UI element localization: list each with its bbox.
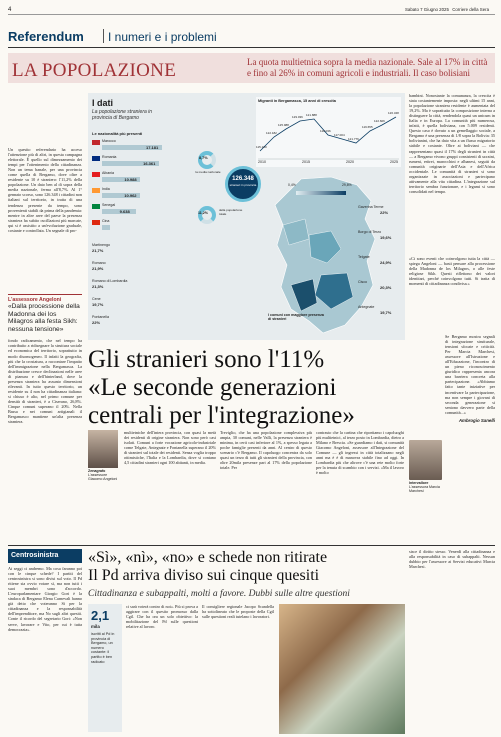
deck: La quota multietnica sopra la media nazionale. Sale al 17% in città e fino al 26% in comuni agricoli e industriali. Il caso bolisiani [247, 57, 488, 78]
town-value: 21,9% [92, 266, 104, 271]
line-value: 121.888 [306, 113, 317, 117]
country-name: India [102, 187, 110, 191]
town-value: 19,7% [92, 302, 104, 307]
donut-total [198, 206, 216, 224]
map-note: I comuni con maggiore presenza di stranieri [268, 313, 324, 322]
total-value: 126.348 [232, 176, 254, 182]
right-column [409, 93, 495, 423]
line-chart-svg [256, 105, 401, 165]
scale-bar [296, 191, 346, 195]
line-value: 119.655 [362, 125, 373, 129]
photo-rally [279, 604, 405, 734]
section-divider [103, 29, 104, 43]
section-subtitle: I numeri e i problemi [108, 30, 217, 44]
country-value: 17.181 [146, 145, 159, 150]
country-value: 9.638 [119, 209, 130, 214]
bottom-column-3 [409, 549, 495, 734]
bottom-column-2 [202, 604, 274, 734]
town-name: Romano di Lombardia [92, 279, 128, 283]
line-value: 115.130 [256, 145, 267, 149]
country-name: Marocco [102, 139, 116, 143]
mid-column-1 [124, 430, 216, 540]
line-value: 117.004 [334, 133, 345, 137]
body-paragraph: ci sarà voterà contro di noi». Più si prova a aggirare con il quesito promosso dalla Cgil. Che ha ora un solo obiettivo: la mobilitazione del Pd sulle questioni relative al lavoro. [126, 604, 198, 630]
pull-quote-label: L'assessore Angeloni [8, 297, 62, 303]
body-paragraph: sisce il diritto stesso. Venerdì alla cittadinanza e alla responsabilità in caso di subappalti. Nessun dubbio per l'assessore ai Servizi educativi Marcia Marchesi. [409, 549, 495, 570]
section-rule [8, 47, 495, 48]
page-number: 4 [8, 7, 12, 13]
country-flag [92, 204, 100, 209]
body-paragraph: Ai seggi ci andremo. Ma cosa faranno poi con le cinque schede? I partiti del centrosinistra si sono divisi sul voto. Il Pd ritiene sia ovvio votare sì, ma non tutti i suoi membri sono d'accordo. L'europarlamentare Giorgio Gori è la sindaca di Bergamo Elena Carnevali hanno già detto che voteranno Sì per la cittadinanza e la responsabilità dell'imprenditore, ma No sugli altri quesiti. Conte il ricordo del segretario Gori: «Non serve, lavorare e Vito, per cui è tutta democrazia». [8, 566, 82, 632]
country-flag [92, 172, 100, 177]
country-flag [92, 140, 100, 145]
date: Sabato 7 Giugno 2025 [405, 7, 449, 12]
town-name: Martinengo [92, 243, 110, 247]
country-name: Cina [102, 219, 110, 223]
portrait-marchesi [409, 440, 442, 480]
total-label: stranieri in provincia [229, 183, 257, 187]
pull-quote-text: «Dalla processione della Madonna dei los Milagros alla festa Sikh: nessuna tensione» [8, 303, 80, 333]
country-name: Romania [102, 155, 117, 159]
body-paragraph: Il consigliere regionale Jacopo Scandella ha sottolineato che le proposte della Cgil sulle questioni reali tutelano i lavoratori. [202, 604, 274, 620]
headline-line: centrali per l'integrazione» [88, 402, 355, 429]
body-paragraph: contrasto che la cartina che riportiamo i capoluoghi più multietnici, al terzo posto in Lombardia, dietro a Milano e Brescia. «Se guardiamo i dati, si comunità Giacomo Angeloni, assessore all'Integrazione del Comune — gli ingressi in città totalizzano negli anni ma è è di manovra stabile fino ad oggi. In Lombardia più che altrove c'è una rete molto forte per la tenuta di scambio con i servizi. «Ma il lavoro è molto [316, 430, 404, 476]
line-value: 122.606 [374, 119, 385, 123]
bottom-subhead: Cittadinanza e subappalti, molti a favore. Dubbi sulle altre questioni [88, 589, 350, 599]
countries-title: Le nazionalità più presenti [92, 131, 143, 136]
town-value: 19,6% [380, 235, 392, 240]
year-label: 2015 [302, 160, 310, 164]
infographic [88, 93, 405, 340]
body-paragraph: Un quesito referendario ha acceso l'attenzione più di altri, in questa campagna elettorale. È quello sul dimezzamento dei tempi per l'ottenimento della cittadinanza. Non un tema banale, per una provincia come quella di Bergamo, dove oltre a residente su 10 è straniero: l'11,2% della popolazione. Un dato ben al di sopra della media nazionale, ferma all'8,7%. Al 1° gennaio scorso, sono 126.348 i cittadini non italiani sul territorio, in tratta di una tendenza presente da tempo, sono provenienti stabili da prima della pandemia: mentre in altre aree del paese la presenza straniera ha subito oscillazioni più marcate, qui si è assistito a un'evoluzione graduale, costante e controllata. Un segnale di pro- [8, 147, 82, 233]
portrait-angeloni [88, 430, 118, 468]
bottom-column-1 [126, 604, 198, 734]
portrait-name: Intervallore [409, 481, 429, 485]
country-bar [102, 225, 110, 230]
year-label: 2020 [346, 160, 354, 164]
town-value: 22% [92, 320, 101, 325]
line-value: 129.036 [292, 115, 303, 119]
bottom-headline [88, 549, 406, 585]
stat-unit: mila [91, 624, 100, 629]
year-label: 2025 [390, 160, 398, 164]
line-chart [256, 97, 401, 167]
town-labels-right [358, 205, 402, 335]
town-name: Telgate [358, 255, 370, 259]
byline: Ambrogio Sanelli [458, 418, 495, 423]
mid-column-3 [316, 430, 404, 540]
town-name: Antegnate [358, 305, 375, 309]
line-chart-years [256, 160, 401, 166]
country-value: 10.988 [124, 177, 137, 182]
box-text [8, 566, 82, 734]
line-value: 125.988 [278, 123, 289, 127]
country-flag [92, 220, 100, 225]
country-flag [92, 156, 100, 161]
headline-line: «Sì», «nì», «no» e schede non ritirate [88, 549, 328, 566]
headline-line: Il Pd arriva diviso sui cinque quesiti [88, 567, 320, 584]
donut-national-label: la media nazionale [195, 170, 221, 174]
portrait-caption [88, 469, 120, 482]
country-bars [92, 140, 174, 240]
body-paragraph: «Ci sono eventi che coinvolgono tutta la città — spiega Angeloni — basti pensare alla processione della Madonna de los Milagros, o alle feste religiose Sikh. Questi riflettono dei valori identitari, perché coinvolgono tutti. Si tratta di momenti di cittadinanza condivisa.» [409, 256, 495, 287]
donut-national-value: 8,7% [199, 156, 208, 160]
line-value: 126.348 [388, 111, 399, 115]
infographic-subtitle: La popolazione straniera in provincia di Bergamo [92, 109, 153, 121]
top-rule [8, 14, 495, 15]
body-paragraph: Se Bergamo mostra segnali di integrazione strutturale, tensioni sfocate e criticità. Per Marcia Marchesi, assessore all'Istruzione e all'Educazione, l'incontro di un pieno riconoscimento giuridico rappresenta ancora una barriera concreta alla partecipazione. «Abbiamo fatto tante iniziative per incentivare la partecipazione, ma non sempre i giovani di seconda generazione si sentono davvero parte della comunità...» [445, 334, 495, 414]
country-flag [92, 188, 100, 193]
town-name: Pontanella [92, 315, 109, 319]
portrait-role: L'assessora Marcia Marchesi [409, 485, 440, 494]
stat-value: 2,1 [91, 608, 110, 623]
donut-total-value: 11,2% [198, 211, 208, 215]
kicker: LA POPOLAZIONE [12, 60, 177, 81]
portrait-caption [409, 481, 442, 494]
donut-national [198, 151, 216, 169]
town-value: 21,3% [92, 284, 104, 289]
left-column [8, 147, 82, 495]
country-value: 10.962 [124, 193, 137, 198]
town-name: Cene [92, 297, 101, 301]
year-label: 2010 [258, 160, 266, 164]
town-name: Cisco [358, 280, 367, 284]
box-title: Centrosinistra [8, 549, 82, 563]
line-chart-title: Migranti in Bergamasca, 15 anni di crescita [258, 99, 336, 103]
stat-box [88, 604, 122, 732]
town-name: Gaverina Terme [358, 205, 384, 209]
donut-total-label: della popolazione totale [219, 208, 243, 216]
headline-line: «Le seconde generazioni [88, 374, 337, 401]
line-value: 118.036 [320, 129, 331, 133]
town-name: Borgo di Terzo [358, 230, 382, 234]
infographic-title: I dati [92, 98, 114, 108]
town-labels-left [92, 243, 152, 338]
portrait-role: L'assessore Giacomo Angeloni [88, 473, 118, 482]
paper-name: Corriere della Sera [452, 7, 490, 12]
body-paragraph: multietniche dell'intera provincia, con quasi la metà dei residenti di origine straniera. Non sono però casi isolati. Comuni a forte vocazione agricolo-industriale come Telgate, Antegnate e Fontanella superano il 20% di stranieri sul totale dei residenti. Senza voglia troppo ottimistiche, l'Italia e la Lombardia, dove si contano 4,5 cittadini stranieri ogni 100 abitanti, in media. [124, 430, 216, 466]
scale-min: 0,4% [288, 183, 296, 187]
town-value: 21,7% [92, 248, 104, 253]
town-value: 24,9% [380, 260, 392, 265]
portrait-name: Zenagrafo [88, 469, 106, 473]
stat-text: iscritti al Pd in provincia di Bergamo, un numero costante: il partito è ben radicato [91, 632, 115, 664]
country-value: 16.361 [143, 161, 156, 166]
kicker-band [8, 53, 495, 83]
body-paragraph: fondo radicamento, che nel tempo ha contribuito a ridisegnare la struttura sociale ed economica del territorio, soprattutto in modo disomogeneo. Il infatti la geografia, più che la crostatura, a raccontare l'impatto dell'immigrazione nella Bergamasca. La distribuzione cresce declinazioni nelle aree di pianura e dell'hinterland, dove la presenza straniera ha assunto dimensioni rilevanti. In tutto questo territorio, un residente su 4 non ha cittadinanza italiana: si chiuso è alto, nel primo comune per densità di stranieri, è a Ciserano, 26,8%. Cinque comuni superano il 20%. Nella Bassa e nei comuni artigianali il Bergamasco mantiene un'alta presenza straniera. [8, 338, 82, 425]
body-paragraph: bambini. Nonostante la comunanza, la crescita è stata costantemente imposta: negli ultimi 15 anni, la popolazione straniera residente è aumentata del 19,2%. Ma è soprattutto la composizione interna a distinguere la città, rendendola quasi un unicum in Italia e in Europa. La comunità più numerosa, infatti, è quella boliviana, con 5.009 residenti. Questo caso è dovuto a un gemellaggio sociale, a Bergamo è una presenza di 1/8 sopra la Bolivia: 35 bolivianini, che ha dato vita a un flusso migratorio stabile e costante. Oltre ai boliviani — che rappresentano quasi il 17% degli stranieri in città — a Bergamo vivono gruppi consistenti di ucraini, rumeni, eritrei, marocchini e albanesi, seguiti da comunità originarie dell'Asia e dell'Africa occidentale. Le comunità di stranieri si sono organizzate in associazioni e partecipano attivamente alla vita cittadina. L'integrazione sul territorio sembra funzionare, e i legami si sono consolidati nel tempo. [409, 93, 495, 194]
town-value: 19,7% [380, 310, 392, 315]
line-value: 121.776 [348, 137, 359, 141]
headline-line: Gli stranieri sono l'11% [88, 346, 325, 373]
section-name: Referendum [8, 29, 84, 44]
headline [88, 346, 406, 430]
body-paragraph: Treviglio, che ha una popolazione complessiva più ampia, 30 comuni, nelle Valli, la presenza straniera è minima, in certi casi inferiore al 1%, a spesso legata a poche famiglie presenti da anni. Al centro di questo scenario c'è Bergamo. Il capoluogo concentra da solo quasi un terzo di tutti gli stranieri della provincia, con oltre 20mila presenze pari al 17% della popolazione totale. Per [220, 430, 312, 471]
mid-column-2 [220, 430, 312, 540]
scale-max: 29,8% [342, 183, 352, 187]
pull-quote [8, 294, 82, 333]
town-name: Romano [92, 261, 106, 265]
country-name: Albania [102, 171, 114, 175]
bottom-rule [8, 545, 495, 546]
town-value: 22% [380, 210, 389, 215]
dateline [405, 7, 489, 12]
line-value: 122.182 [266, 131, 277, 135]
country-name: Senegal [102, 203, 116, 207]
town-value: 20,3% [380, 285, 392, 290]
